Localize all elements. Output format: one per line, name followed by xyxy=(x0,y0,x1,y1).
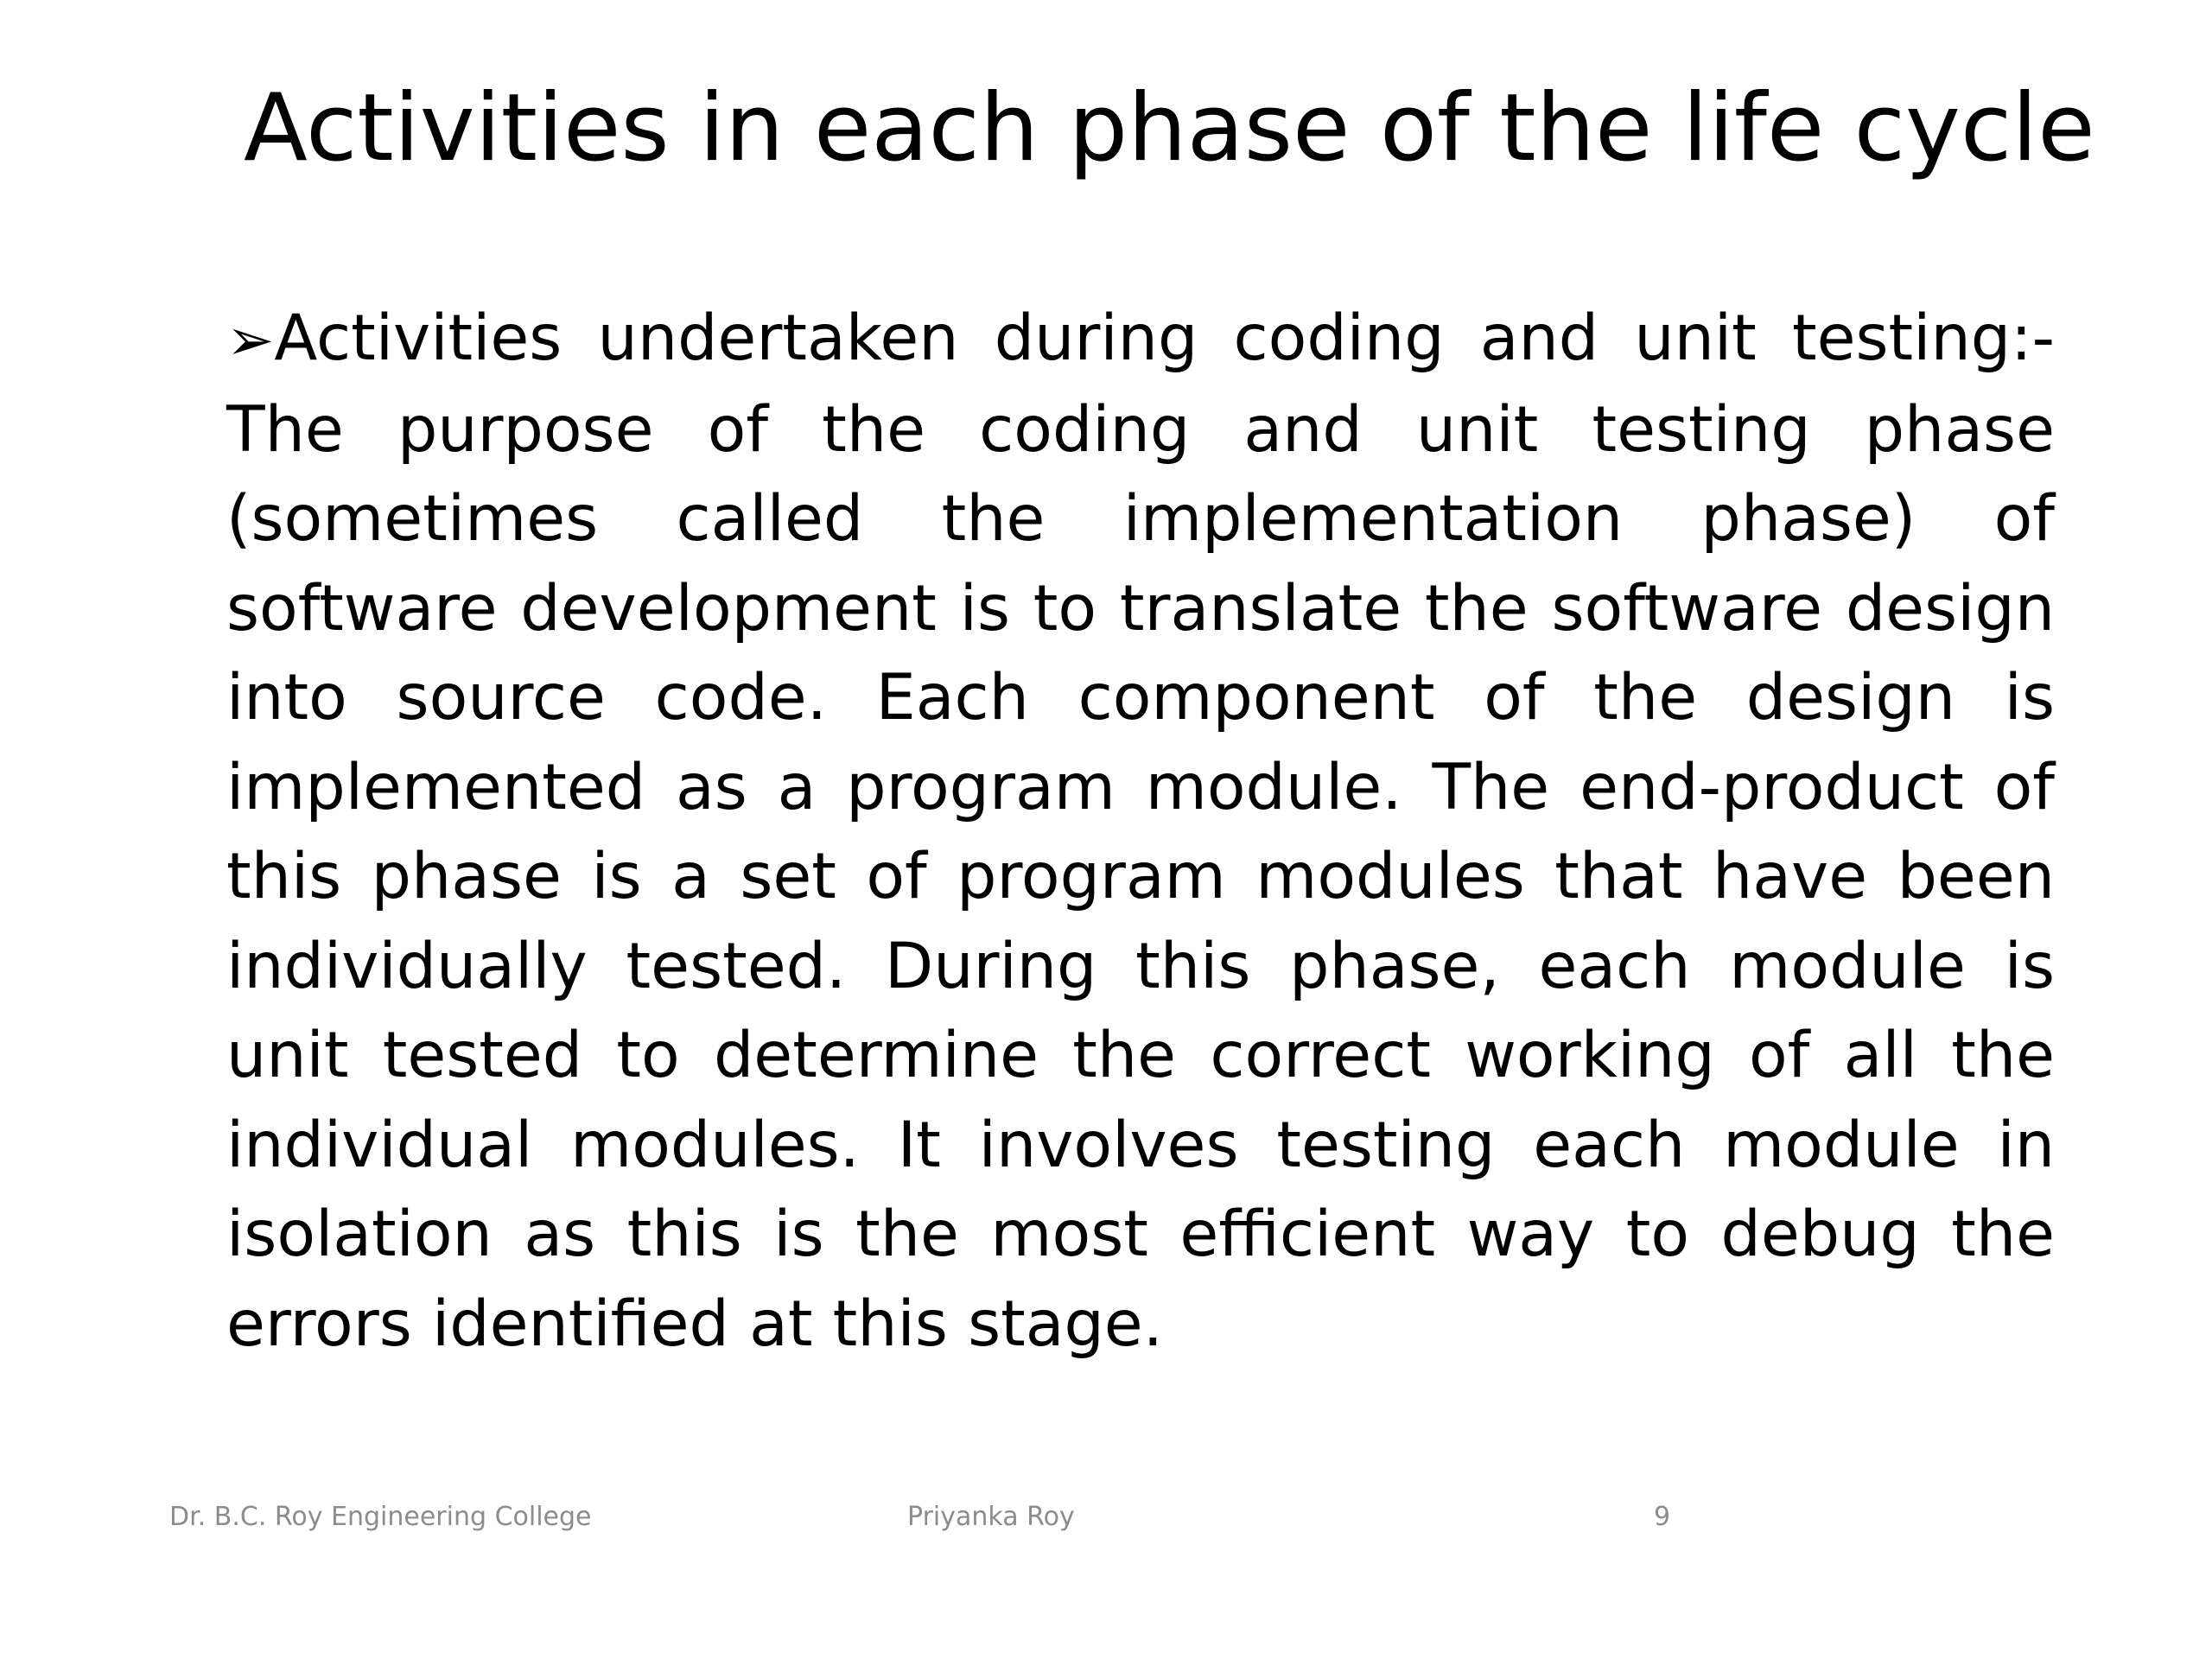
body-paragraph: Activities undertaken during coding and unit testing:- The purpose of the coding and unit testing phase (sometimes called the implementation phase) of software development is to translate the software design into source code. Each component of the design is implemented as a program module. The end-product of this phase is a set of program modules that have been individually tested. During this phase, each module is unit tested to determine the correct working of all the individual modules. It involves testing each module in isolation as this is the most efficient way to debug the errors identified at this stage. xyxy=(226,302,2055,1361)
arrow-bullet-icon: ➢ xyxy=(226,307,275,373)
slide-body xyxy=(226,294,2055,1369)
footer-page-number: 9 xyxy=(1654,1502,1671,1532)
slide-title: Activities in each phase of the life cycle xyxy=(244,74,2095,182)
footer-author: Priyanka Roy xyxy=(907,1502,1075,1532)
footer-institution: Dr. B.C. Roy Engineering College xyxy=(169,1502,592,1532)
